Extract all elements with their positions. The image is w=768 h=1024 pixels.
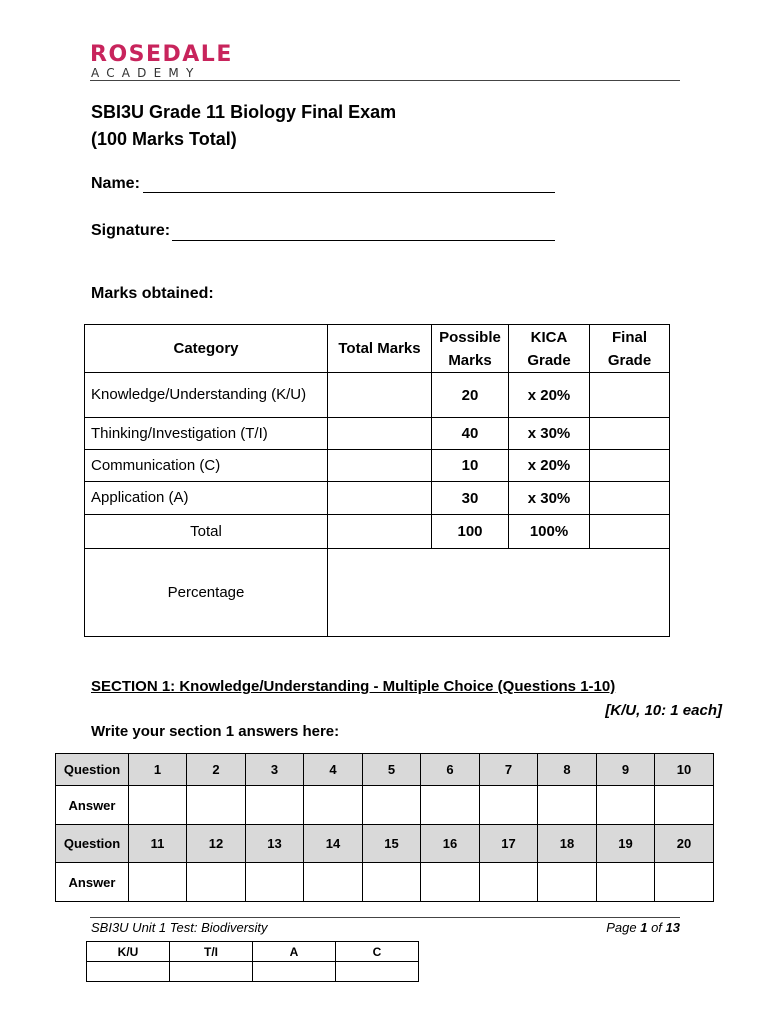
- question-number: 9: [597, 754, 655, 786]
- question-label: Question: [56, 754, 129, 786]
- question-number: 1: [129, 754, 187, 786]
- answer-cell[interactable]: [480, 863, 538, 902]
- section1-marks: [K/U, 10: 1 each]: [605, 702, 722, 719]
- footer-test-name: SBI3U Unit 1 Test: Biodiversity: [91, 920, 268, 935]
- marks-obtained-label: Marks obtained:: [91, 285, 214, 302]
- answer-cell[interactable]: [538, 863, 597, 902]
- final-grade-cell[interactable]: [590, 515, 670, 549]
- category-cell: Knowledge/Understanding (K/U): [85, 373, 328, 418]
- total-label: Total: [85, 515, 328, 549]
- kica-grade-cell: x 20%: [509, 373, 590, 418]
- answer-label: Answer: [56, 786, 129, 825]
- header-category: Category: [85, 325, 328, 373]
- question-number: 7: [480, 754, 538, 786]
- answer-cell[interactable]: [480, 786, 538, 825]
- header-possible-marks: Possible Marks: [432, 325, 509, 373]
- page-current: 1: [640, 920, 648, 935]
- exam-total-marks: (100 Marks Total): [91, 129, 237, 149]
- question-number: 4: [304, 754, 363, 786]
- score-cell[interactable]: [87, 962, 170, 982]
- question-number: 13: [246, 825, 304, 863]
- total-marks-cell[interactable]: [328, 418, 432, 450]
- question-number: 3: [246, 754, 304, 786]
- category-cell: Application (A): [85, 482, 328, 515]
- footer-page-number: [606, 920, 680, 935]
- question-number: 6: [421, 754, 480, 786]
- logo-rosedale: ROSEDALE: [90, 42, 233, 67]
- kica-grade-cell: x 30%: [509, 482, 590, 515]
- header-kica-grade: KICA Grade: [509, 325, 590, 373]
- question-number: 15: [363, 825, 421, 863]
- answer-cell[interactable]: [187, 863, 246, 902]
- name-label: Name:: [91, 175, 140, 192]
- total-marks-cell[interactable]: [328, 373, 432, 418]
- question-number: 17: [480, 825, 538, 863]
- score-header-a: A: [253, 942, 336, 962]
- total-possible-marks: 100: [432, 515, 509, 549]
- answer-cell[interactable]: [538, 786, 597, 825]
- answer-cell[interactable]: [597, 863, 655, 902]
- total-marks-cell[interactable]: [328, 482, 432, 515]
- final-grade-cell[interactable]: [590, 482, 670, 515]
- score-header-ti: T/I: [170, 942, 253, 962]
- logo-academy: ACADEMY: [91, 66, 201, 80]
- signature-label: Signature:: [91, 222, 171, 239]
- answer-cell[interactable]: [187, 786, 246, 825]
- possible-marks-cell: 40: [432, 418, 509, 450]
- score-cell[interactable]: [170, 962, 253, 982]
- of-word: of: [651, 920, 662, 935]
- question-number: 14: [304, 825, 363, 863]
- header-final-grade: Final Grade: [590, 325, 670, 373]
- signature-field[interactable]: [172, 240, 555, 241]
- category-cell: Thinking/Investigation (T/I): [85, 418, 328, 450]
- answer-cell[interactable]: [597, 786, 655, 825]
- score-table: [86, 941, 419, 982]
- answer-cell[interactable]: [363, 863, 421, 902]
- percentage-label: Percentage: [85, 549, 328, 637]
- total-marks-cell[interactable]: [328, 515, 432, 549]
- section1-answers-heading: Write your section 1 answers here:: [91, 723, 340, 740]
- score-cell[interactable]: [336, 962, 419, 982]
- question-number: 8: [538, 754, 597, 786]
- final-grade-cell[interactable]: [590, 418, 670, 450]
- name-field[interactable]: [143, 192, 555, 193]
- answer-cell[interactable]: [421, 863, 480, 902]
- score-cell[interactable]: [253, 962, 336, 982]
- final-grade-cell[interactable]: [590, 373, 670, 418]
- marks-table: [84, 324, 670, 637]
- header-divider: [90, 80, 680, 81]
- kica-grade-cell: x 20%: [509, 450, 590, 482]
- question-number: 10: [655, 754, 714, 786]
- score-header-c: C: [336, 942, 419, 962]
- answer-cell[interactable]: [246, 863, 304, 902]
- answer-cell[interactable]: [246, 786, 304, 825]
- percentage-cell[interactable]: [328, 549, 670, 637]
- question-number: 16: [421, 825, 480, 863]
- answer-cell[interactable]: [304, 786, 363, 825]
- question-number: 5: [363, 754, 421, 786]
- header-total-marks: Total Marks: [328, 325, 432, 373]
- total-marks-cell[interactable]: [328, 450, 432, 482]
- section1-heading: SECTION 1: Knowledge/Understanding - Multiple Choice (Questions 1-10): [91, 678, 616, 695]
- answer-label: Answer: [56, 863, 129, 902]
- page-total: 13: [665, 920, 680, 935]
- score-header-ku: K/U: [87, 942, 170, 962]
- category-cell: Communication (C): [85, 450, 328, 482]
- possible-marks-cell: 10: [432, 450, 509, 482]
- exam-title: SBI3U Grade 11 Biology Final Exam: [91, 102, 397, 122]
- answer-cell[interactable]: [129, 786, 187, 825]
- total-kica-grade: 100%: [509, 515, 590, 549]
- answer-cell[interactable]: [363, 786, 421, 825]
- final-grade-cell[interactable]: [590, 450, 670, 482]
- footer-divider: [90, 917, 680, 918]
- answer-cell[interactable]: [129, 863, 187, 902]
- possible-marks-cell: 20: [432, 373, 509, 418]
- question-number: 11: [129, 825, 187, 863]
- page-word: Page: [606, 920, 637, 935]
- question-label: Question: [56, 825, 129, 863]
- kica-grade-cell: x 30%: [509, 418, 590, 450]
- answer-cell[interactable]: [655, 786, 714, 825]
- question-number: 18: [538, 825, 597, 863]
- question-number: 19: [597, 825, 655, 863]
- question-number: 12: [187, 825, 246, 863]
- answer-cell[interactable]: [304, 863, 363, 902]
- answer-cell[interactable]: [655, 863, 714, 902]
- question-number: 2: [187, 754, 246, 786]
- possible-marks-cell: 30: [432, 482, 509, 515]
- answer-cell[interactable]: [421, 786, 480, 825]
- question-number: 20: [655, 825, 714, 863]
- answer-grid: [55, 753, 714, 902]
